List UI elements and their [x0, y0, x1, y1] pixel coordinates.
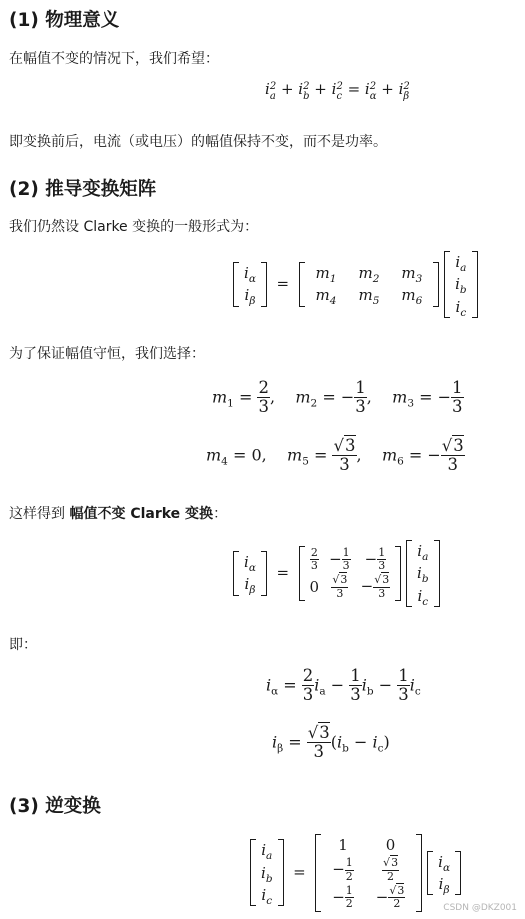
general-clarke-form: $i_\alpha$ $i_\beta$ = $m_1$ $m_2$ $m_3$ $m_4$ $m_5$ $m_6$ $i_a$ $i_b$ $i_c$ [233, 251, 478, 318]
coefficients-row-2: $m_4 = 0$, $m_5$ = $\frac{√3}{3}$ , $m_6$ = − $\frac{√3}{3}$ [206, 436, 464, 475]
result-prefix: 这样得到 [9, 506, 65, 522]
section-2-result [9, 503, 227, 523]
section-2-intro: 我们仍然设 Clarke 变换的一般形式为： [9, 219, 259, 235]
section-1-intro: 在幅值不变的情况下，我们希望： [9, 51, 219, 67]
section-1-conclusion: 即变换前后，电流（或电压）的幅值保持不变，而不是功率。 [9, 134, 387, 150]
section-2-that-is: 即： [9, 637, 37, 653]
section-2-choose: 为了保证幅值守恒，我们选择： [9, 346, 205, 362]
result-bold: 幅值不变 Clarke 变换 [69, 506, 214, 522]
coefficients-row-1: $m_1$ = $\frac{2}{3}$ , $m_2$ = − $\frac{1}{3}$ , $m_3$ = − $\frac{1}{3}$ [212, 378, 463, 417]
watermark: CSDN @DKZ001 [443, 903, 517, 913]
i-beta-equation: $i_\beta$ = $\frac{√3}{3}$ $(i_b - i_c)$ [272, 723, 390, 762]
amplitude-invariant-clarke-matrix: $i_\alpha$ $i_\beta$ = $\frac{2}{3}$ − $\frac{1}{3}$ − $\frac{1}{3}$ 0 $\frac{√3}{3}$ − $\frac{√3}{3}$ $i_a$ $i_b$ $i_c$ [233, 540, 440, 607]
section-1-heading: (1) 物理意义 [9, 10, 120, 31]
i-alpha-equation: $i_\alpha$ = $\frac{2}{3}$ $i_a$ − $\frac{1}{3}$ $i_b$ − $\frac{1}{3}$ $i_c$ [266, 666, 421, 705]
inverse-clarke-matrix: $i_a$ $i_b$ $i_c$ = 1 0 − $\frac{1}{2}$ $\frac{√3}{2}$ − $\frac{1}{2}$ − $\frac{√3}{2}$ $i_\alpha$ $i_\beta$ [250, 834, 461, 912]
result-suffix: ： [213, 506, 228, 522]
amplitude-equation: i 2 a + i 2 b + i 2 c = i 2 α + i 2 β [265, 80, 410, 102]
section-2-heading: (2) 推导变换矩阵 [9, 179, 157, 200]
section-3-heading: (3) 逆变换 [9, 796, 101, 817]
